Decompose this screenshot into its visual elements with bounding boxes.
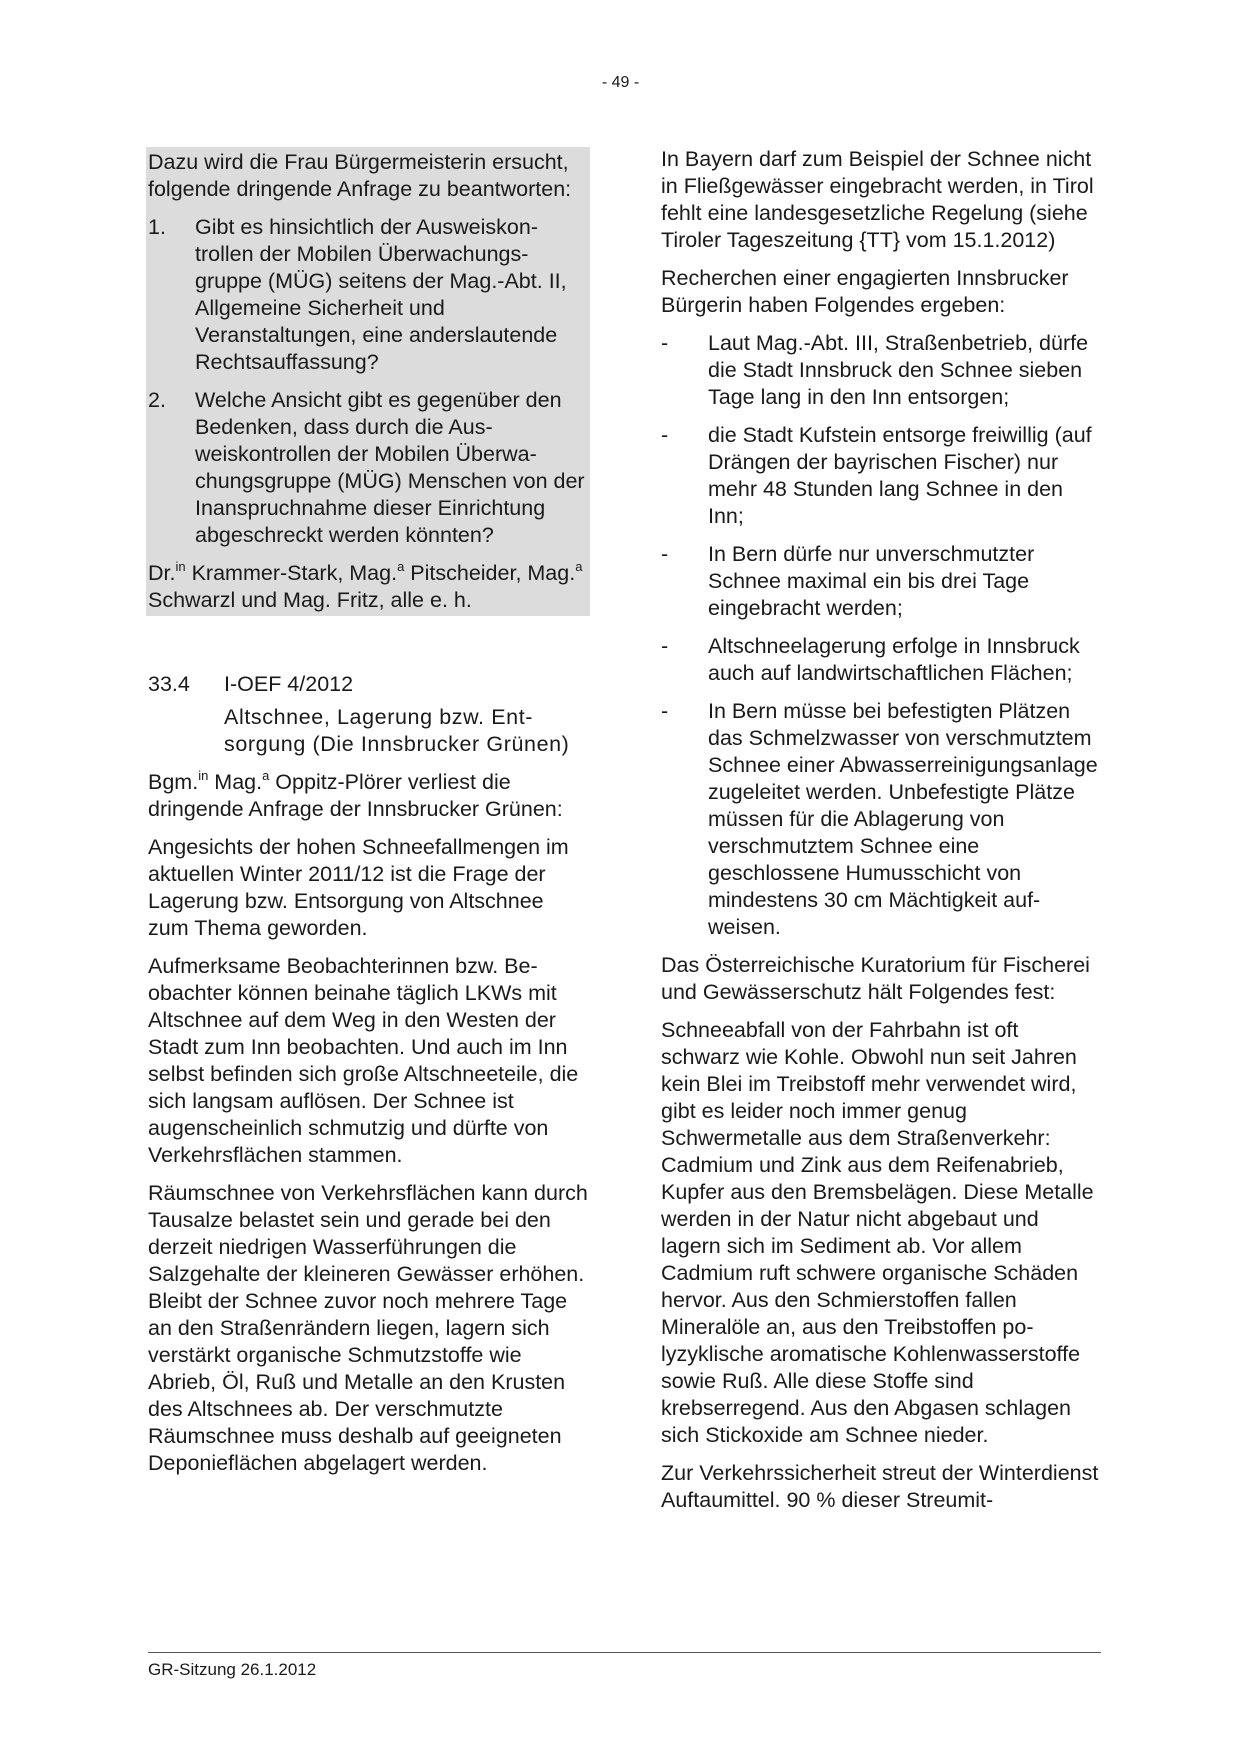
question-text: Welche Ansicht gibt es gegenüber den Bedenken, dass durch die Ausweiskontrollen der Mobilen Überwachungsgruppe (MÜG) Menschen von der Inanspruchnahme dieser Einrichtung abgeschreckt werden könnten? xyxy=(195,388,585,547)
body-paragraph: In Bayern darf zum Beispiel der Schnee nicht in Fließgewässer eingebracht werden, in Tirol fehlt eine landesgesetzliche Regelung (siehe Tiroler Tageszeitung {TT} vom 15.1.2012) xyxy=(661,147,1094,252)
agenda-item-number: 33.4 xyxy=(148,672,190,696)
inquiry-intro: Dazu wird die Frau Bürgermeisterin ersucht, folgende dringende Anfrage zu beantworten: xyxy=(148,150,572,201)
question-number: 1. xyxy=(148,215,166,239)
body-paragraph: Zur Verkehrssicherheit streut der Winterdienst Auftaumittel. 90 % dieser Streumit- xyxy=(661,1461,1099,1512)
agenda-item-heading xyxy=(148,671,590,698)
body-paragraph: Aufmerksame Beobachterinnen bzw. Beobachter können beinahe täglich LKWs mit Altschnee auf dem Weg in den Westen der Stadt zum Inn beobachten. Und auch im Inn selbst befinden sich große Altschneeteile, die sich langsam auflösen. Der Schnee ist augenscheinlich schmutzig und dürfte von Verkehrsflächen stammen. xyxy=(148,954,579,1167)
list-item: - Altschneelagerung erfolge in Innsbruck auch auf landwirtschaftlichen Flächen; xyxy=(661,634,1080,685)
inquiry-box xyxy=(146,147,590,616)
list-item: - die Stadt Kufstein entsorge freiwillig (auf Drängen der bayrischen Fischer) nur mehr 48 Stunden lang Schnee in den Inn; xyxy=(661,423,1092,528)
list-item: - In Bern müsse bei befestigten Plätzen das Schmelzwasser von verschmutztem Schnee einer Abwasserreinigungsanlage zugeleitet werden. Unbefestigte Plätze müssen für die Ablagerung von verschmutztem Schnee eine geschlossene Humusschicht von mindestens 30 cm Mächtigkeit aufweisen. xyxy=(661,699,1098,939)
body-paragraph: Räumschnee von Verkehrsflächen kann durch Tausalze belastet sein und gerade bei den derzeit niedrigen Wasserführungen die Salzgehalte der kleineren Gewässer erhöhen. Bleibt der Schnee zuvor noch mehrere Tage an den Straßenrändern liegen, lagern sich verstärkt organische Schmutzstoffe wie Abrieb, Öl, Ruß und Metalle an den Krusten des Altschnees ab. Der verschmutzte Räumschnee muss deshalb auf geeigneten Deponieflächen abgelagert werden. xyxy=(148,1181,588,1475)
reader-line: Bgm.$^{in}$ Mag.$^a$ Oppitz-Plörer verliest die dringende Anfrage der Innsbrucker Grünen: xyxy=(148,768,563,821)
agenda-item-title: Altschnee, Lagerung bzw. Entsorgung (Die Innsbrucker Grünen) xyxy=(224,705,570,756)
list-item: - Laut Mag.-Abt. III, Straßenbetrieb, dürfe die Stadt Innsbruck den Schnee sieben Tage lang in den Inn entsorgen; xyxy=(661,331,1089,409)
question-number: 2. xyxy=(148,388,166,412)
footer-divider xyxy=(148,1652,1101,1653)
agenda-item-code: I-OEF 4/2012 xyxy=(224,672,354,696)
question-text: Gibt es hinsichtlich der Ausweiskontrollen der Mobilen Überwachungsgruppe (MÜG) seitens der Mag.-Abt. II, Allgemeine Sicherheit und Veranstaltungen, eine anderslautende Rechtsauffassung? xyxy=(195,215,567,374)
list-item: - In Bern dürfe nur unverschmutzter Schnee maximal ein bis drei Tage eingebracht werden; xyxy=(661,542,1035,620)
page-number: - 49 - xyxy=(601,74,640,91)
left-column xyxy=(148,146,590,1488)
question-item xyxy=(148,387,588,549)
body-paragraph: Das Österreichische Kuratorium für Fischerei und Gewässerschutz hält Folgendes fest: xyxy=(661,953,1090,1004)
body-paragraph: Recherchen einer engagierten Innsbrucker Bürgerin haben Folgendes ergeben: xyxy=(661,266,1069,317)
body-paragraph: Schneeabfall von der Fahrbahn ist oft schwarz wie Kohle. Obwohl nun seit Jahren kein Blei im Treibstoff mehr verwendet wird, gibt es leider noch immer genug Schwermetalle aus dem Straßenverkehr: Cadmium und Zink aus dem Reifenabrieb, Kupfer aus den Bremsbelägen. Diese Metalle werden in der Natur nicht abgebaut und lagern sich im Sediment ab. Vor allem Cadmium ruft schwere organische Schäden hervor. Aus den Schmierstoffen fallen Mineralöle an, aus den Treibstoffen polyzyklische aromatische Kohlenwasserstoffe sowie Ruß. Alle diese Stoffe sind krebserregend. Aus den Abgasen schlagen sich Stickoxide am Schnee nieder. xyxy=(661,1018,1094,1447)
question-item xyxy=(148,214,588,376)
signers: Dr.$^{in}$ Krammer-Stark, Mag.$^a$ Pitscheider, Mag.$^a$ Schwarzl und Mag. Fritz, alle e. h. xyxy=(148,559,583,612)
body-paragraph: Angesichts der hohen Schneefallmengen im aktuellen Winter 2011/12 ist die Frage der Lagerung bzw. Entsorgung von Altschnee zum Thema geworden. xyxy=(148,835,569,940)
right-column xyxy=(661,146,1101,1525)
footer-session-date: GR-Sitzung 26.1.2012 xyxy=(148,1660,317,1679)
